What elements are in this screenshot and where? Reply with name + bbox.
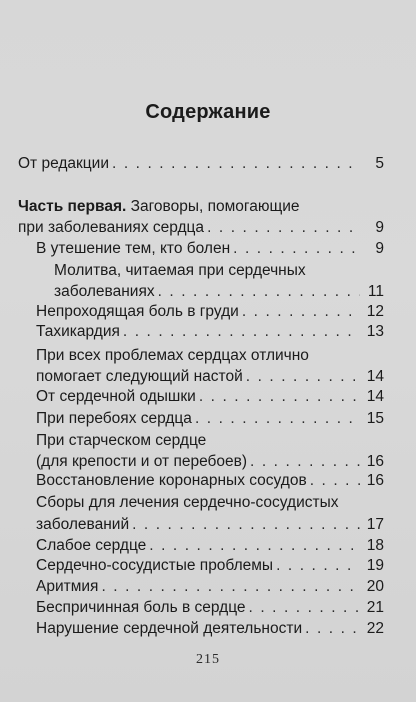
toc-entry-cardiovascular-problems <box>36 555 384 577</box>
toc-entry-dyspnea <box>36 386 384 408</box>
toc-entry-senile-heart-heading <box>36 430 384 452</box>
toc-page-number: 14 <box>366 368 384 385</box>
toc-entry-text: Восстановление коронарных сосудов <box>36 472 307 489</box>
toc-entry-text: При старческом сердце <box>36 432 207 449</box>
toc-entry-weak-heart <box>36 535 384 557</box>
toc-page-number: 20 <box>366 578 384 595</box>
toc-page-number: 13 <box>366 323 384 340</box>
toc-page-number: 17 <box>366 516 384 533</box>
toc-entry-text: заболеваний <box>36 516 130 533</box>
toc-entry-tachycardia <box>36 321 384 343</box>
leader-dots <box>246 366 360 388</box>
page-number: 215 <box>196 652 220 667</box>
toc-entry-text: Аритмия <box>36 578 99 595</box>
leader-dots <box>276 555 360 577</box>
toc-page-number: 9 <box>375 219 384 236</box>
leader-dots <box>132 514 360 536</box>
toc-entry-part-one-heading <box>18 196 384 218</box>
toc-entry-text: При перебоях сердца <box>36 410 192 427</box>
toc-entry-prayer-heading <box>54 260 384 282</box>
toc-entry-causeless-pain <box>36 597 384 619</box>
leader-dots <box>101 576 360 598</box>
toc-entry-text: Заговоры, помогающие <box>130 198 300 215</box>
toc-page-number: 9 <box>375 240 384 257</box>
toc-entry-text: Нарушение сердечной деятельности <box>36 620 303 637</box>
leader-dots <box>242 301 360 323</box>
toc-entry-prayer <box>54 281 384 303</box>
leader-dots <box>199 386 360 408</box>
toc-page-number: 5 <box>375 155 384 172</box>
page-title: Содержание <box>145 101 271 123</box>
toc-page-number: 18 <box>366 537 384 554</box>
toc-entry-part-one <box>18 217 384 239</box>
toc-entry-coronary-vessels <box>36 470 384 492</box>
toc-entry-infusion <box>36 366 384 388</box>
toc-entry-text: помогает следующий настой <box>36 368 243 385</box>
toc-entry-text: От редакции <box>18 155 110 172</box>
toc-entry-text: при заболеваниях сердца <box>18 219 205 236</box>
part-label: Часть первая. <box>18 198 127 215</box>
toc-page-number: 15 <box>366 410 384 427</box>
toc-page-number: 14 <box>366 388 384 405</box>
toc-page-number: 11 <box>367 283 384 300</box>
leader-dots <box>112 153 360 175</box>
toc-entry-herbal-collections-heading <box>36 492 384 514</box>
toc-entry-text: Тахикардия <box>36 323 120 340</box>
leader-dots <box>233 238 360 260</box>
leader-dots <box>207 217 360 239</box>
toc-entry-text: От сердечной одышки <box>36 388 196 405</box>
leader-dots <box>158 281 360 303</box>
toc-page-number: 22 <box>366 620 384 637</box>
toc-page-number: 16 <box>366 453 384 470</box>
toc-entry-text: Беспричинная боль в сердце <box>36 599 246 616</box>
leader-dots <box>149 535 360 557</box>
toc-entry-text: Непроходящая боль в груди <box>36 303 239 320</box>
leader-dots <box>123 321 360 343</box>
toc-entry-infusion-heading <box>36 345 384 367</box>
toc-entry-text: (для крепости и от перебоев) <box>36 453 248 470</box>
toc-entry-text: В утешение тем, кто болен <box>36 240 231 257</box>
leader-dots <box>310 470 360 492</box>
toc-entry-editorial <box>18 153 384 175</box>
toc-entry-text: При всех проблемах сердцах отлично <box>36 347 309 364</box>
leader-dots <box>195 408 360 430</box>
toc-entry-cardiac-disorder <box>36 618 384 640</box>
toc-entry-herbal-collections <box>36 514 384 536</box>
leader-dots <box>249 597 360 619</box>
toc-page-number: 12 <box>366 303 384 320</box>
toc-entry-arrhythmia-interruptions <box>36 408 384 430</box>
toc-entry-text: Сердечно-сосудистые проблемы <box>36 557 274 574</box>
toc-page-number: 19 <box>366 557 384 574</box>
toc-entry-text: Молитва, читаемая при сердечных <box>54 262 306 279</box>
toc-page-number: 21 <box>366 599 384 616</box>
toc-entry-text: заболеваниях <box>54 283 155 300</box>
leader-dots <box>305 618 360 640</box>
toc-entry-text: Слабое сердце <box>36 537 147 554</box>
toc-entry-consolation <box>36 238 384 260</box>
toc-entry-text: Сборы для лечения сердечно-сосудистых <box>36 494 339 511</box>
toc-entry-arrhythmia <box>36 576 384 598</box>
toc-page-number: 16 <box>366 472 384 489</box>
toc-entry-chest-pain <box>36 301 384 323</box>
